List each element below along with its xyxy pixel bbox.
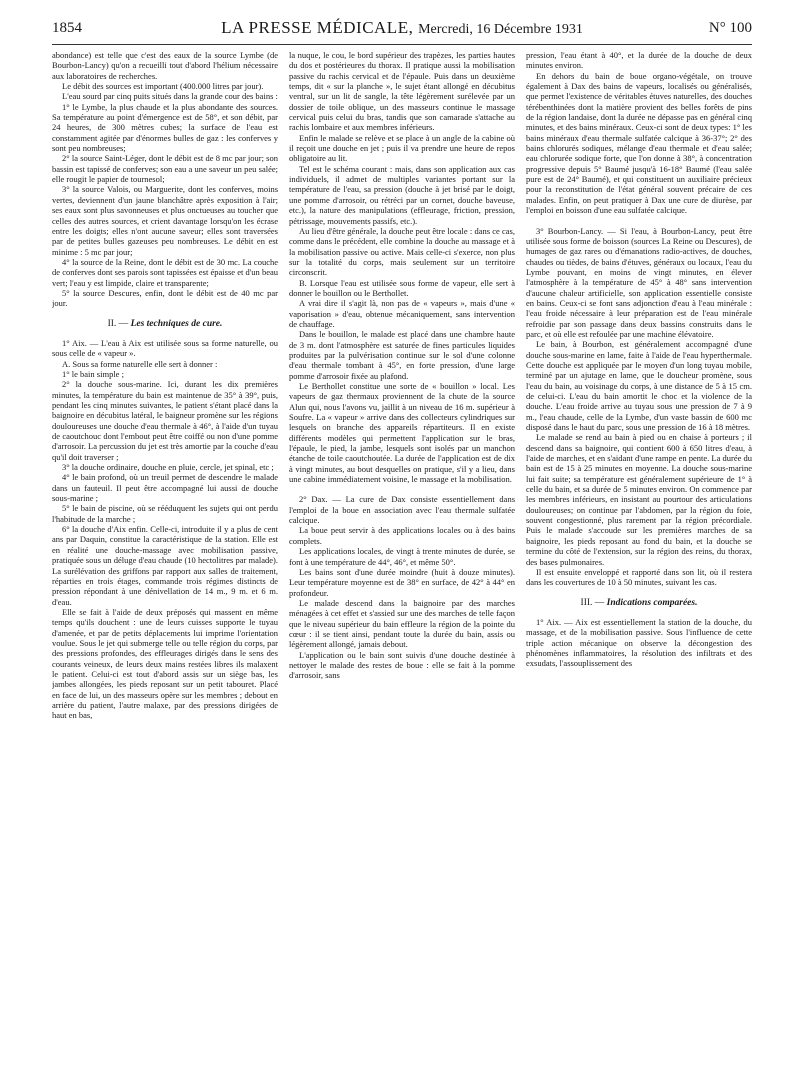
paragraph: Enfin le malade se relève et se place à un angle de la cabine où il reçoit une douche en jet ; puis il va prendre une heure de repos obligatoire au lit.: [289, 132, 515, 164]
section-title: Indications comparées.: [606, 597, 698, 608]
paragraph: 2° la douche sous-marine. Ici, durant les dix premières minutes, la température du bain est maintenue de 35° à 39°, puis, pendant les cinq minutes suivantes, le patient s'étant placé dans la baignoire en décubitus latéral, le baigneur promène sur les régions douloureuses une douche d'eau thermale à 46°, à l'aide d'un tuyau de caoutchouc dont l'embout peut être coiffé ou non d'une pomme d'arrosoir. La percussion du jet est très amortie par la couche d'eau qu'il doit traverser ;: [52, 379, 278, 462]
paragraph: 1° le bain simple ;: [62, 368, 124, 379]
section-title: Les techniques de cure.: [130, 318, 223, 329]
paragraph: Le Berthollet constitue une sorte de « bouillon » local. Les vapeurs de gaz thermaux proviennent de la chute de la source Alun qui, nous l'avons vu, jaillit à un niveau de 16 m. supérieur à Soufre. La « vapeur » arrive dans des collecteurs cylindriques sur lesquels on branche des appareils répartiteurs. Il en existe différents modèles qui permettent l'application sur le bras, l'épaule, le pied, la jambe, lesquels sont isolés par un manchon étanche de toile caoutchoutée. La durée de l'application est de dix à vingt minutes, au bout desquelles on pratique, s'il y a lieu, dans une cabine immédiatement voisine, le massage et la mobilisation.: [289, 381, 515, 485]
paragraph: abondance) est telle que c'est des eaux de la source Lymbe (de Bourbon-Lancy) qu'on a recueilli tout d'abord l'hélium nécessaire aux laboratoires de recherches.: [52, 50, 278, 81]
paragraph: B. Lorsque l'eau est utilisée sous forme de vapeur, elle sert à donner le bouillon ou le Berthollet.: [289, 277, 515, 298]
section-heading: [52, 319, 278, 329]
paragraph: Au lieu d'être générale, la douche peut être locale : dans ce cas, comme dans le précédent, elle combine la douche au massage et à la mobilisation passive ou active. Mais celle-ci s'exerce, non plus sur la totalité du corps, mais seulement sur un territoire circonscrit.: [289, 225, 515, 278]
paragraph: Elle se fait à l'aide de deux préposés qui massent en même temps qu'ils douchent : une de leurs cuisses supporte le tuyau d'amenée, et par de petits déplacements lui imprime l'orientation voulue. Sous le jet qui submerge telle ou telle région du corps, par des pressions profondes, des effleurages dirigés dans le sens des courants veineux, de leurs deux mains restées libres ils malaxent le patient. Celui-ci est tout d'abord assis sur un siège bas, les jambes allongées, les pieds reposant sur un petit tabouret. Placé en face de lui, un des masseurs opère sur les membres ; debout en arrière du patient, l'autre malaxe, par des pressions dirigées de haut en bas,: [52, 606, 278, 721]
paragraph: 3° la source Valois, ou Marguerite, dont les conferves, moins vertes, deviennent d'un jaune blanchâtre après exposition à l'air; ses eaux sont plus savonneuses et plus onctueuses au toucher que celles des autres sources, et crient davantage lorsqu'on les écrase entre les doigts; elles n'ont aucune saveur; elles sont traversées par de petites bulles gazeuses peu nombreuses. Le débit en est minime : 5 mc par jour;: [52, 184, 278, 257]
paragraph: La boue peut servir à des applications locales ou à des bains complets.: [289, 525, 515, 546]
issue-date: Mercredi, 16 Décembre 1931: [418, 22, 583, 37]
paragraph: Les applications locales, de vingt à trente minutes de durée, se font à une température de 44°, 46°, et même 50°.: [289, 546, 515, 567]
paragraph: 2° Dax. — La cure de Dax consiste essentiellement dans l'emploi de la boue en association avec l'eau thermale sulfatée calcique.: [289, 494, 515, 526]
column-3: [526, 50, 752, 1070]
journal-title: LA PRESSE MÉDICALE,: [221, 18, 414, 37]
paragraph: Tel est le schéma courant : mais, dans son application aux cas individuels, il admet de multiples variantes portant sur la température de l'eau, sa pression (douche à jet brisé par le doigt, une pomme d'arrosoir, ou rétréci par un cornet, douche baveuse, etc.), la nature des manipulations (effleurage, friction, pression, pétrissage, mouvements passifs, etc.).: [289, 163, 515, 226]
paragraph: Le bain, à Bourbon, est généralement accompagné d'une douche sous-marine en lame, faite à l'aide de l'eau hyperthermale. Cette douche est appliquée par le moyen d'un long tuyau mobile, terminé par un ajutage en lame, que le doucheur promène, sous l'eau du bain, au voisinage du corps, à une distance de 5 à 15 cm. de celui-ci. L'eau du bain amortit le choc et la violence de la douche. L'eau froide arrive au tuyau sous une pression de 7 à 9 m., l'eau chaude, celle de la Lymbe, d'un vaste bassin de 600 mc disposé dans le haut du parc, sous une pression de 16 à 18 mètres.: [526, 339, 752, 433]
paragraph: A. Sous sa forme naturelle elle sert à donner :: [62, 358, 218, 369]
journal-page: [52, 14, 752, 1074]
article-body: [52, 50, 752, 1070]
paragraph: 6° la douche d'Aix enfin. Celle-ci, introduite il y a plus de cent ans par Daquin, constitue la caractéristique de la station. Elle est en réalité une douche-massage avec mobilisation passive, pratiquée sous un déluge d'eau chaude (10 hectolitres par malade). La surélévation des griffons par rapport aux salles de traitement, réparties en trois étages, commande trois régimes distincts de pression répondant à une dénivellation de 14 m., 9 m. et 6 m. d'eau.: [52, 524, 278, 607]
paragraph: 1° le Lymbe, la plus chaude et la plus abondante des sources. Sa température au point d'émergence est de 58°, et son débit, par 24 heures, de 300 mètres cubes; la surface de l'eau est constamment agitée par d'énormes bulles de gaz : les conferves y sont peu nombreuses;: [52, 101, 278, 154]
paragraph: Le malade se rend au bain à pied ou en chaise à porteurs ; il descend dans sa baignoire, qui contient 600 à 650 litres d'eau, à l'aide de marches, et en s'aidant d'une rampe en pente. La durée du bain est de 15 à 25 minutes en moyenne. La douche sous-marine lui fait suite; sa température est généralement supérieure de 1° à celle du bain, et sa durée de 5 minutes environ. On commence par les membres inférieurs, en insistant au pourtour des articulations douloureuses; on continue par l'abdomen, par la région du foie, souvent congestionné, plus rarement par la région précordiale. Puis le malade s'accoude sur les premières marches de sa baignoire, les pieds reposant au fond du bain, et la douche se termine du côté de l'extension, sur la région des reins, du thorax, des bases pulmonaires.: [526, 432, 752, 567]
running-title: [52, 18, 752, 38]
spacer: [289, 484, 515, 494]
section-number: III. —: [580, 597, 605, 608]
section-heading: [526, 598, 752, 608]
paragraph: 1° Aix. — L'eau à Aix est utilisée sous sa forme naturelle, ou sous celle de « vapeur ».: [52, 337, 278, 359]
paragraph: Les bains sont d'une durée moindre (huit à douze minutes). Leur température moyenne est de 38° en surface, de 42° à 44° en profondeur.: [289, 566, 515, 598]
paragraph: pression, l'eau étant à 40°, et la durée de la douche de deux minutes environ.: [526, 50, 752, 71]
paragraph: L'application ou le bain sont suivis d'une douche destinée à nettoyer le malade des restes de boue : elle se fait à la pomme d'arrosoir, sans: [289, 649, 515, 681]
paragraph: 2° la source Saint-Léger, dont le débit est de 8 mc par jour; son bassin est tapissé de conferves; son eau a une saveur un peu salée; elle rougit le papier de tournesol;: [52, 153, 278, 185]
paragraph: 1° Aix. — Aix est essentiellement la station de la douche, du massage, et de la mobilisation passive. Sous l'influence de cette triple action mécanique on observe la décongestion des phénomènes inflammatoires, la résolution des infiltrats et des exsudats, l'assouplissement des: [526, 616, 752, 669]
paragraph: la nuque, le cou, le bord supérieur des trapèzes, les parties hautes du dos et postérieures du thorax. Il pratique aussi la mobilisation passive du rachis cervical et de l'épaule. Puis dans un deuxième temps, dit « sur la planche », le sujet étant allongé en décubitus ventral, sur un lit de sangle, la tête légèrement surélevée par un dossier de toile oblique, un des masseurs continue le massage cervical puis celui du bras, tandis que son camarade s'attache au rachis lombaire et aux membres inférieurs.: [289, 50, 515, 133]
paragraph: 5° la source Descures, enfin, dont le débit est de 40 mc par jour.: [52, 287, 278, 309]
column-1: [52, 50, 278, 1070]
paragraph: A vrai dire il s'agit là, non pas de « vapeurs », mais d'une « vaporisation » d'eau, obtenue mécaniquement, sans intervention de chauffage.: [289, 298, 515, 329]
issue-number: N° 100: [708, 20, 752, 36]
paragraph: Il est ensuite enveloppé et rapporté dans son lit, où il restera dans les couvertures de 10 à 50 minutes, suivant les cas.: [526, 566, 752, 588]
section-number: II. —: [107, 318, 129, 329]
paragraph: En dehors du bain de boue organo-végétale, on trouve également à Dax des bains de vapeurs, localisés ou généralisés, que permet l'existence de véritables étuves naturelles, des douches térébenthinées dont la matière provient des belles forêts de pins de la région landaise, dont la durée ne dépasse pas en général cinq minutes, et des bains minéraux. Ceux-ci sont de deux types: 1° les bains minéraux d'eau thermale sulfatée calcique à 36-37°; 2° des bains chlorurés sodiques, mélange d'eau thermale et d'eau salée; eau chlorurée sodique forte, que l'on donne à 38°, à concentration progressive depuis 5° Baumé jusqu'à 16-18° Baumé (l'eau salée pure est de 24° Baumé), et qui constituent un auxiliaire précieux pour la reconstitution de l'état général souvent précaire de ces malades. Enfin, on peut pratiquer à Dax une cure de diurèse, par l'emploi en boisson d'une eau sulfatée calcique.: [526, 70, 752, 216]
spacer: [526, 216, 752, 226]
paragraph: 5° le bain de piscine, où se rééduquent les sujets qui ont perdu l'habitude de la marche ;: [52, 503, 278, 524]
paragraph: 4° la source de la Reine, dont le débit est de 30 mc. La couche de conferves dont ses parois sont tapissées est épaisse et d'un beau vert; l'eau y est limpide, claire et transparente;: [52, 256, 278, 288]
paragraph: 3° Bourbon-Lancy. — Si l'eau, à Bourbon-Lancy, peut être utilisée sous forme de boisson (sources La Reine ou Descures), de humages de gaz rares ou d'émanations radio-actives, de douches, chaudes ou tièdes, de bains d'étuves, généraux ou locaux, l'eau du Lymbe pouvant, en moins de vingt minutes, en élever l'atmosphère à la température de 45° à 48° sans intervention d'aucune chaleur artificielle, son application essentielle consiste en bains. Ceux-ci se font sans adjonction d'eau à l'eau minérale : l'eau froide nécessaire à leur préparation est de l'eau minérale refroidie par son passage dans deux bassins construits dans le parc, et où elle est refoulée par une machine élévatoire.: [526, 225, 752, 339]
page-year: 1854: [52, 20, 82, 36]
page-header: [52, 14, 752, 45]
paragraph: Dans le bouillon, le malade est placé dans une chambre haute de 3 m. dont l'atmosphère est saturée de fines particules liquides produites par la pulvérisation continue sur le sol d'une colonne d'eau thermale tombant à 45°, en forte pression, d'une large pomme d'arrosoir fixée au plafond.: [289, 329, 515, 381]
paragraph: 4° le bain profond, où un treuil permet de descendre le malade dans un fauteuil. Il peut être accompagné lui aussi de douche sous-marine ;: [52, 472, 278, 504]
column-2: [289, 50, 515, 1070]
paragraph: Le débit des sources est important (400.000 litres par jour).: [62, 81, 264, 92]
paragraph: L'eau sourd par cinq puits situés dans la grande cour des bains :: [62, 91, 278, 102]
paragraph: Le malade descend dans la baignoire par des marches ménagées à cet effet et s'assied sur une des marches de telle façon que le niveau supérieur du bain effleure la région de la pointe du cœur : il se tient ainsi, pendant toute la durée du bain, assis ou légèrement allongé, jamais debout.: [289, 597, 515, 650]
paragraph: 3° la douche ordinaire, douche en pluie, cercle, jet spinal, etc ;: [62, 462, 274, 473]
